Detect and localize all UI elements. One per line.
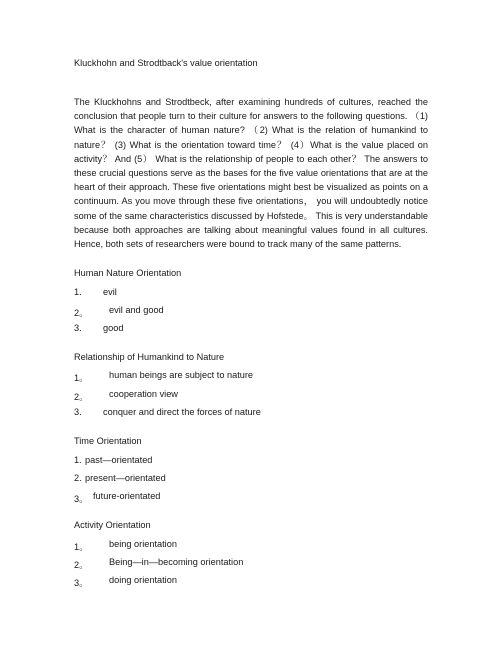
- list-item-text: evil and good: [109, 305, 164, 315]
- list-item-text: evil: [103, 287, 117, 297]
- document-title: Kluckhohn and Strodtback's value orientation: [74, 58, 258, 68]
- list-item: [74, 473, 166, 483]
- list-item-number: 2。: [74, 560, 89, 570]
- list-item: [74, 287, 117, 297]
- list-item-text: present—orientated: [85, 473, 166, 483]
- section-heading-activity: Activity Orientation: [74, 520, 151, 530]
- list-item: [74, 491, 161, 505]
- section-heading-time: Time Orientation: [74, 436, 142, 446]
- list-item: [74, 557, 244, 571]
- intro-paragraph: The Kluckhohns and Strodtbeck, after examining hundreds of cultures, reached the conclusion that people turn to their culture for answers to the following questions. （1) What is the character of human nature? （2) What is the relation of humankind to nature？ (3) What is the orientation toward time？ (4）What is the value placed on activity？ And (5） What is the relationship of people to each other？ The answers to these crucial questions serve as the bases for the five value orientations that are at the heart of their approach. These five orientations might best be visualized as points on a continuum. As you move through these five orientations， you will undoubtedly notice some of the same characteristics discussed by Hofstede。 This is very understandable because both approaches are talking about meaningful values found in all cultures. Hence, both sets of researchers were bound to track many of the same patterns.: [74, 97, 428, 250]
- list-item: [74, 370, 254, 384]
- list-item: [74, 323, 124, 333]
- list-item-text: being orientation: [109, 539, 177, 549]
- list-item-number: 1.: [74, 455, 82, 465]
- list-item-number: 3.: [74, 407, 82, 417]
- list-item-text: past—orientated: [85, 455, 153, 465]
- list-item-text: good: [103, 323, 124, 333]
- list-item-number: 3.: [74, 323, 82, 333]
- list-item-number: 2。: [74, 392, 89, 402]
- list-item-text: conquer and direct the forces of nature: [103, 407, 261, 417]
- list-item: [74, 575, 177, 589]
- list-item-text: human beings are subject to nature: [109, 370, 254, 380]
- list-item: [74, 455, 153, 465]
- list-item: [74, 539, 177, 553]
- list-item-text: doing orientation: [109, 575, 177, 585]
- list-item-number: 1。: [74, 373, 89, 383]
- list-item: [74, 407, 261, 417]
- list-item: [74, 305, 164, 319]
- list-item-text: Being—in—becoming orientation: [109, 557, 244, 567]
- list-item: [74, 389, 178, 403]
- list-item-number: 3。: [74, 494, 89, 504]
- section-heading-human-nature: Human Nature Orientation: [74, 268, 182, 278]
- list-item-number: 1。: [74, 542, 89, 552]
- list-item-number: 3。: [74, 578, 89, 588]
- list-item-number: 2.: [74, 473, 82, 483]
- list-item-text: future-orientated: [93, 491, 161, 501]
- section-heading-humankind-nature: Relationship of Humankind to Nature: [74, 352, 225, 362]
- list-item-number: 1.: [74, 287, 82, 297]
- list-item-number: 2。: [74, 308, 89, 318]
- list-item-text: cooperation view: [109, 389, 178, 399]
